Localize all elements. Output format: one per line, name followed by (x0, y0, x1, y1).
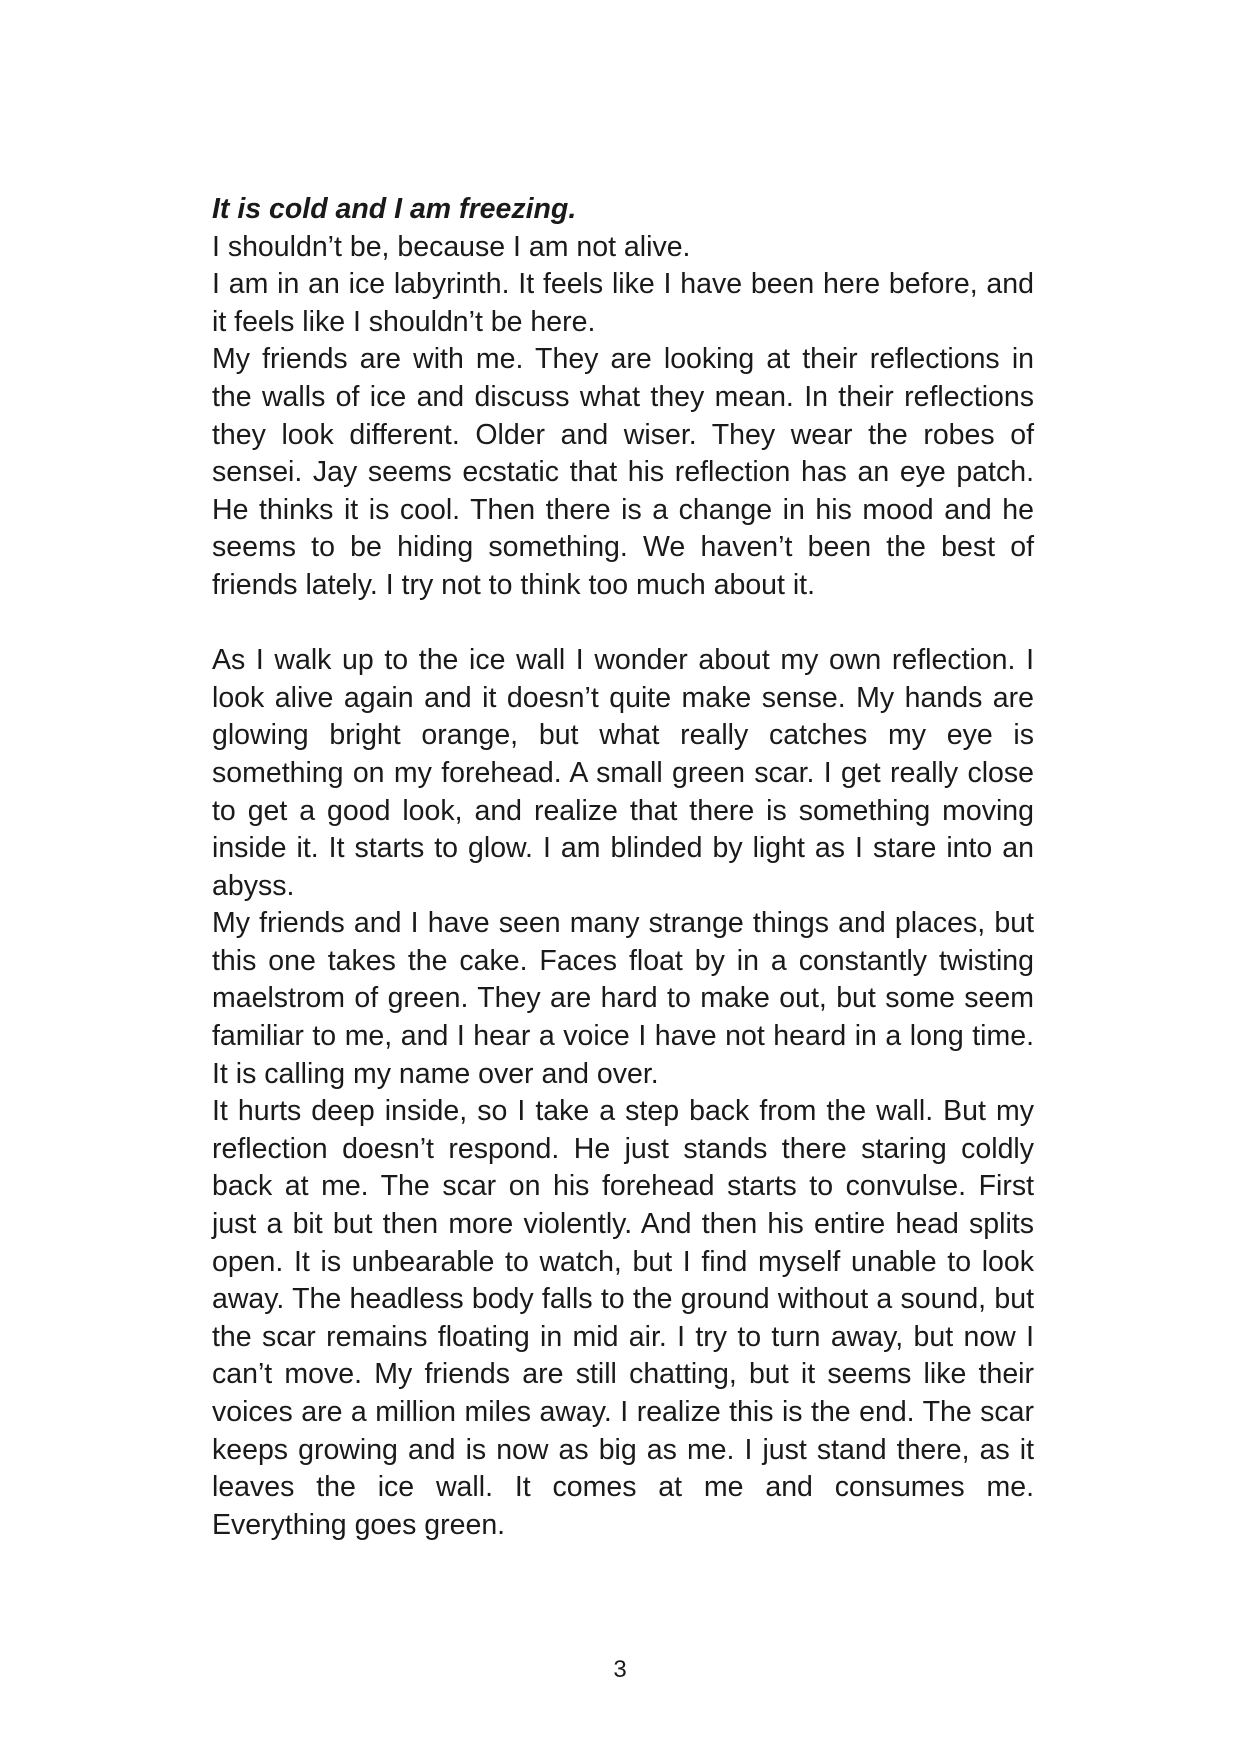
paragraph-3: My friends are with me. They are looking at their reflections in the walls of ice and discuss what they mean. In their reflections they look different. Older and wiser. They wear the robes of sensei. Jay seems ecstatic that his reflection has an eye patch. He thinks it is cool. Then there is a change in his mood and he seems to be hiding something. We haven’t been the best of friends lately. I try not to think too much about it. (212, 343, 1034, 601)
page-body (212, 191, 1034, 1544)
paragraph-2: I am in an ice labyrinth. It feels like I have been here before, and it feels like I shouldn’t be here. (212, 268, 1034, 338)
page-number: 3 (613, 1656, 627, 1683)
paragraph-4: As I walk up to the ice wall I wonder about my own reflection. I look alive again and it doesn’t quite make sense. My hands are glowing bright orange, but what really catches my eye is something on my forehead. A small green scar. I get really close to get a good look, and realize that there is something moving inside it. It starts to glow. I am blinded by light as I stare into an abyss. (212, 644, 1034, 902)
paragraph-1: I shouldn’t be, because I am not alive. (212, 230, 691, 263)
paragraph-6: It hurts deep inside, so I take a step back from the wall. But my reflection doesn’t respond. He just stands there staring coldly back at me. The scar on his forehead starts to convulse. First just a bit but then more violently. And then his entire head splits open. It is unbearable to watch, but I find myself unable to look away. The headless body falls to the ground without a sound, but the scar remains floating in mid air. I try to turn away, but now I can’t move. My friends are still chatting, but it seems like their voices are a million miles away. I realize this is the end. The scar keeps growing and is now as big as me. I just stand there, as it leaves the ice wall. It comes at me and consumes me. Everything goes green. (212, 1095, 1034, 1541)
paragraph-5: My friends and I have seen many strange things and places, but this one takes the cake. Faces float by in a constantly twisting maelstrom of green. They are hard to make out, but some seem familiar to me, and I hear a voice I have not heard in a long time. It is calling my name over and over. (212, 907, 1034, 1090)
opening-line: It is cold and I am freezing. (212, 193, 577, 225)
paragraph-spacer (212, 605, 1034, 643)
